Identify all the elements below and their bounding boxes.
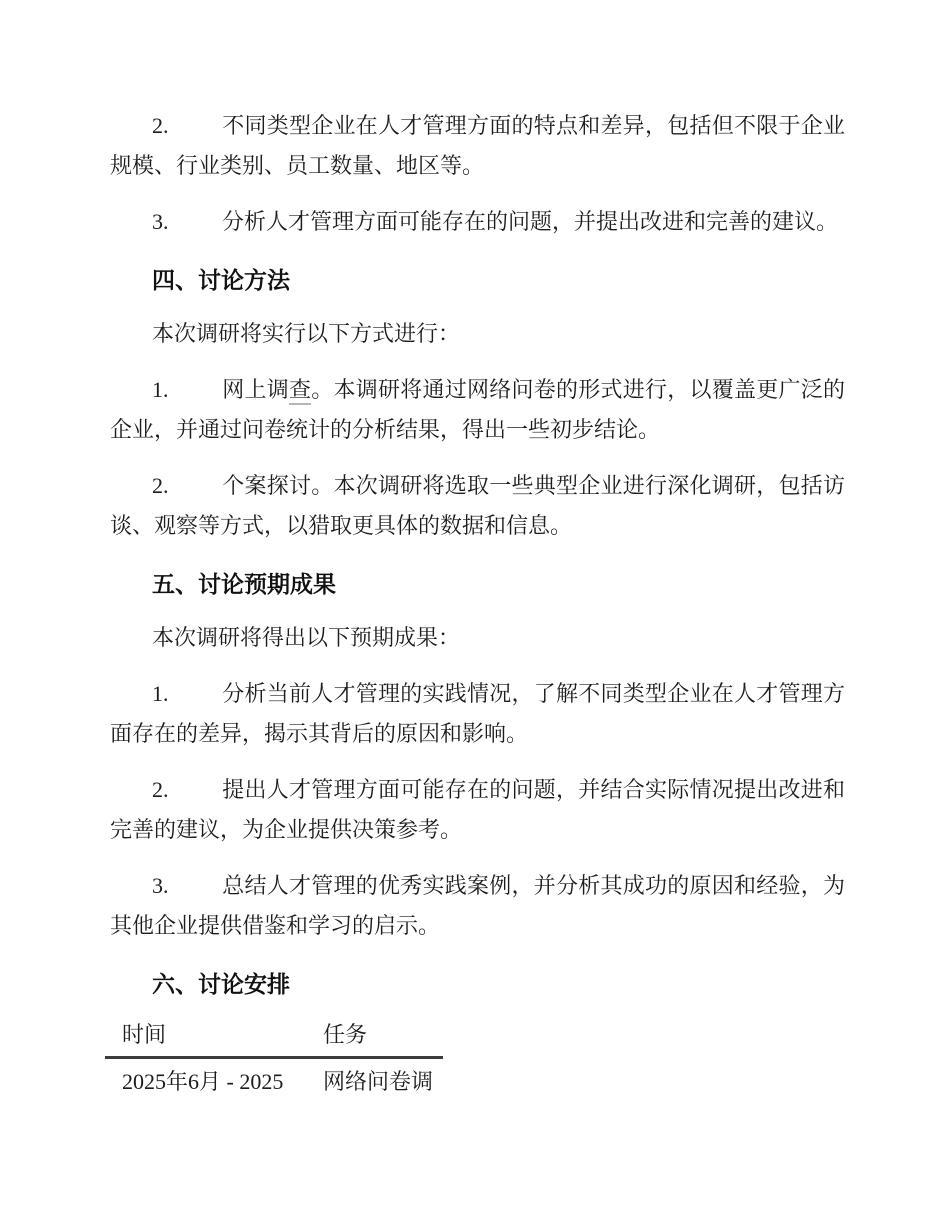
numbered-list-item xyxy=(110,466,845,546)
list-item-text: 提出人才管理方面可能存在的问题，并结合实际情况提出改进和完善的建议，为企业提供决策参考。 xyxy=(110,777,845,842)
numbered-list-item xyxy=(110,106,845,186)
paragraph: 本次调研将得出以下预期成果： xyxy=(152,625,461,650)
list-item-text: 网上调 xyxy=(222,377,289,402)
schedule-col-header-time: 时间 xyxy=(105,1018,320,1058)
schedule-table xyxy=(105,1018,443,1097)
schedule-col-header-task: 任务 xyxy=(320,1018,443,1058)
list-number: 3. xyxy=(152,873,169,898)
section-heading-schedule: 六、讨论安排 xyxy=(152,971,290,997)
table-header-row xyxy=(105,1018,443,1058)
list-item-text: 总结人才管理的优秀实践案例，并分析其成功的原因和经验，为其他企业提供借鉴和学习的启示。 xyxy=(110,873,845,938)
paragraph: 本次调研将实行以下方式进行： xyxy=(152,321,461,346)
schedule-cell-task: 网络问卷调 xyxy=(323,1069,434,1094)
list-number: 2. xyxy=(152,777,169,802)
table-row xyxy=(105,1058,443,1098)
list-item-text: 分析人才管理方面可能存在的问题，并提出改进和完善的建议。 xyxy=(222,209,839,234)
proofing-underlined-text: 查 xyxy=(289,377,311,405)
numbered-list-item xyxy=(110,770,845,850)
list-item-text: 。本调研将通过网络问卷的形式进行，以覆盖更广泛的企业，并通过问卷统计的分析结果，得出一些初步结论。 xyxy=(110,377,845,442)
list-number: 1. xyxy=(152,377,169,402)
numbered-list-item xyxy=(110,370,845,450)
numbered-list-item xyxy=(110,866,845,946)
list-item-text: 分析当前人才管理的实践情况，了解不同类型企业在人才管理方面存在的差异，揭示其背后的原因和影响。 xyxy=(110,681,845,746)
schedule-cell-time: 2025年6月 - 2025 xyxy=(122,1069,284,1094)
list-number: 2. xyxy=(152,473,169,498)
numbered-list-item xyxy=(110,202,845,242)
list-number: 3. xyxy=(152,209,169,234)
list-number: 1. xyxy=(152,681,169,706)
section-heading-expected-results: 五、讨论预期成果 xyxy=(152,571,336,597)
numbered-list-item xyxy=(110,674,845,754)
list-item-text: 不同类型企业在人才管理方面的特点和差异，包括但不限于企业规模、行业类别、员工数量、地区等。 xyxy=(110,113,845,178)
list-item-text: 个案探讨。本次调研将选取一些典型企业进行深化调研，包括访谈、观察等方式，以猎取更具体的数据和信息。 xyxy=(110,473,845,538)
section-heading-methods: 四、讨论方法 xyxy=(152,267,290,293)
list-number: 2. xyxy=(152,113,169,138)
